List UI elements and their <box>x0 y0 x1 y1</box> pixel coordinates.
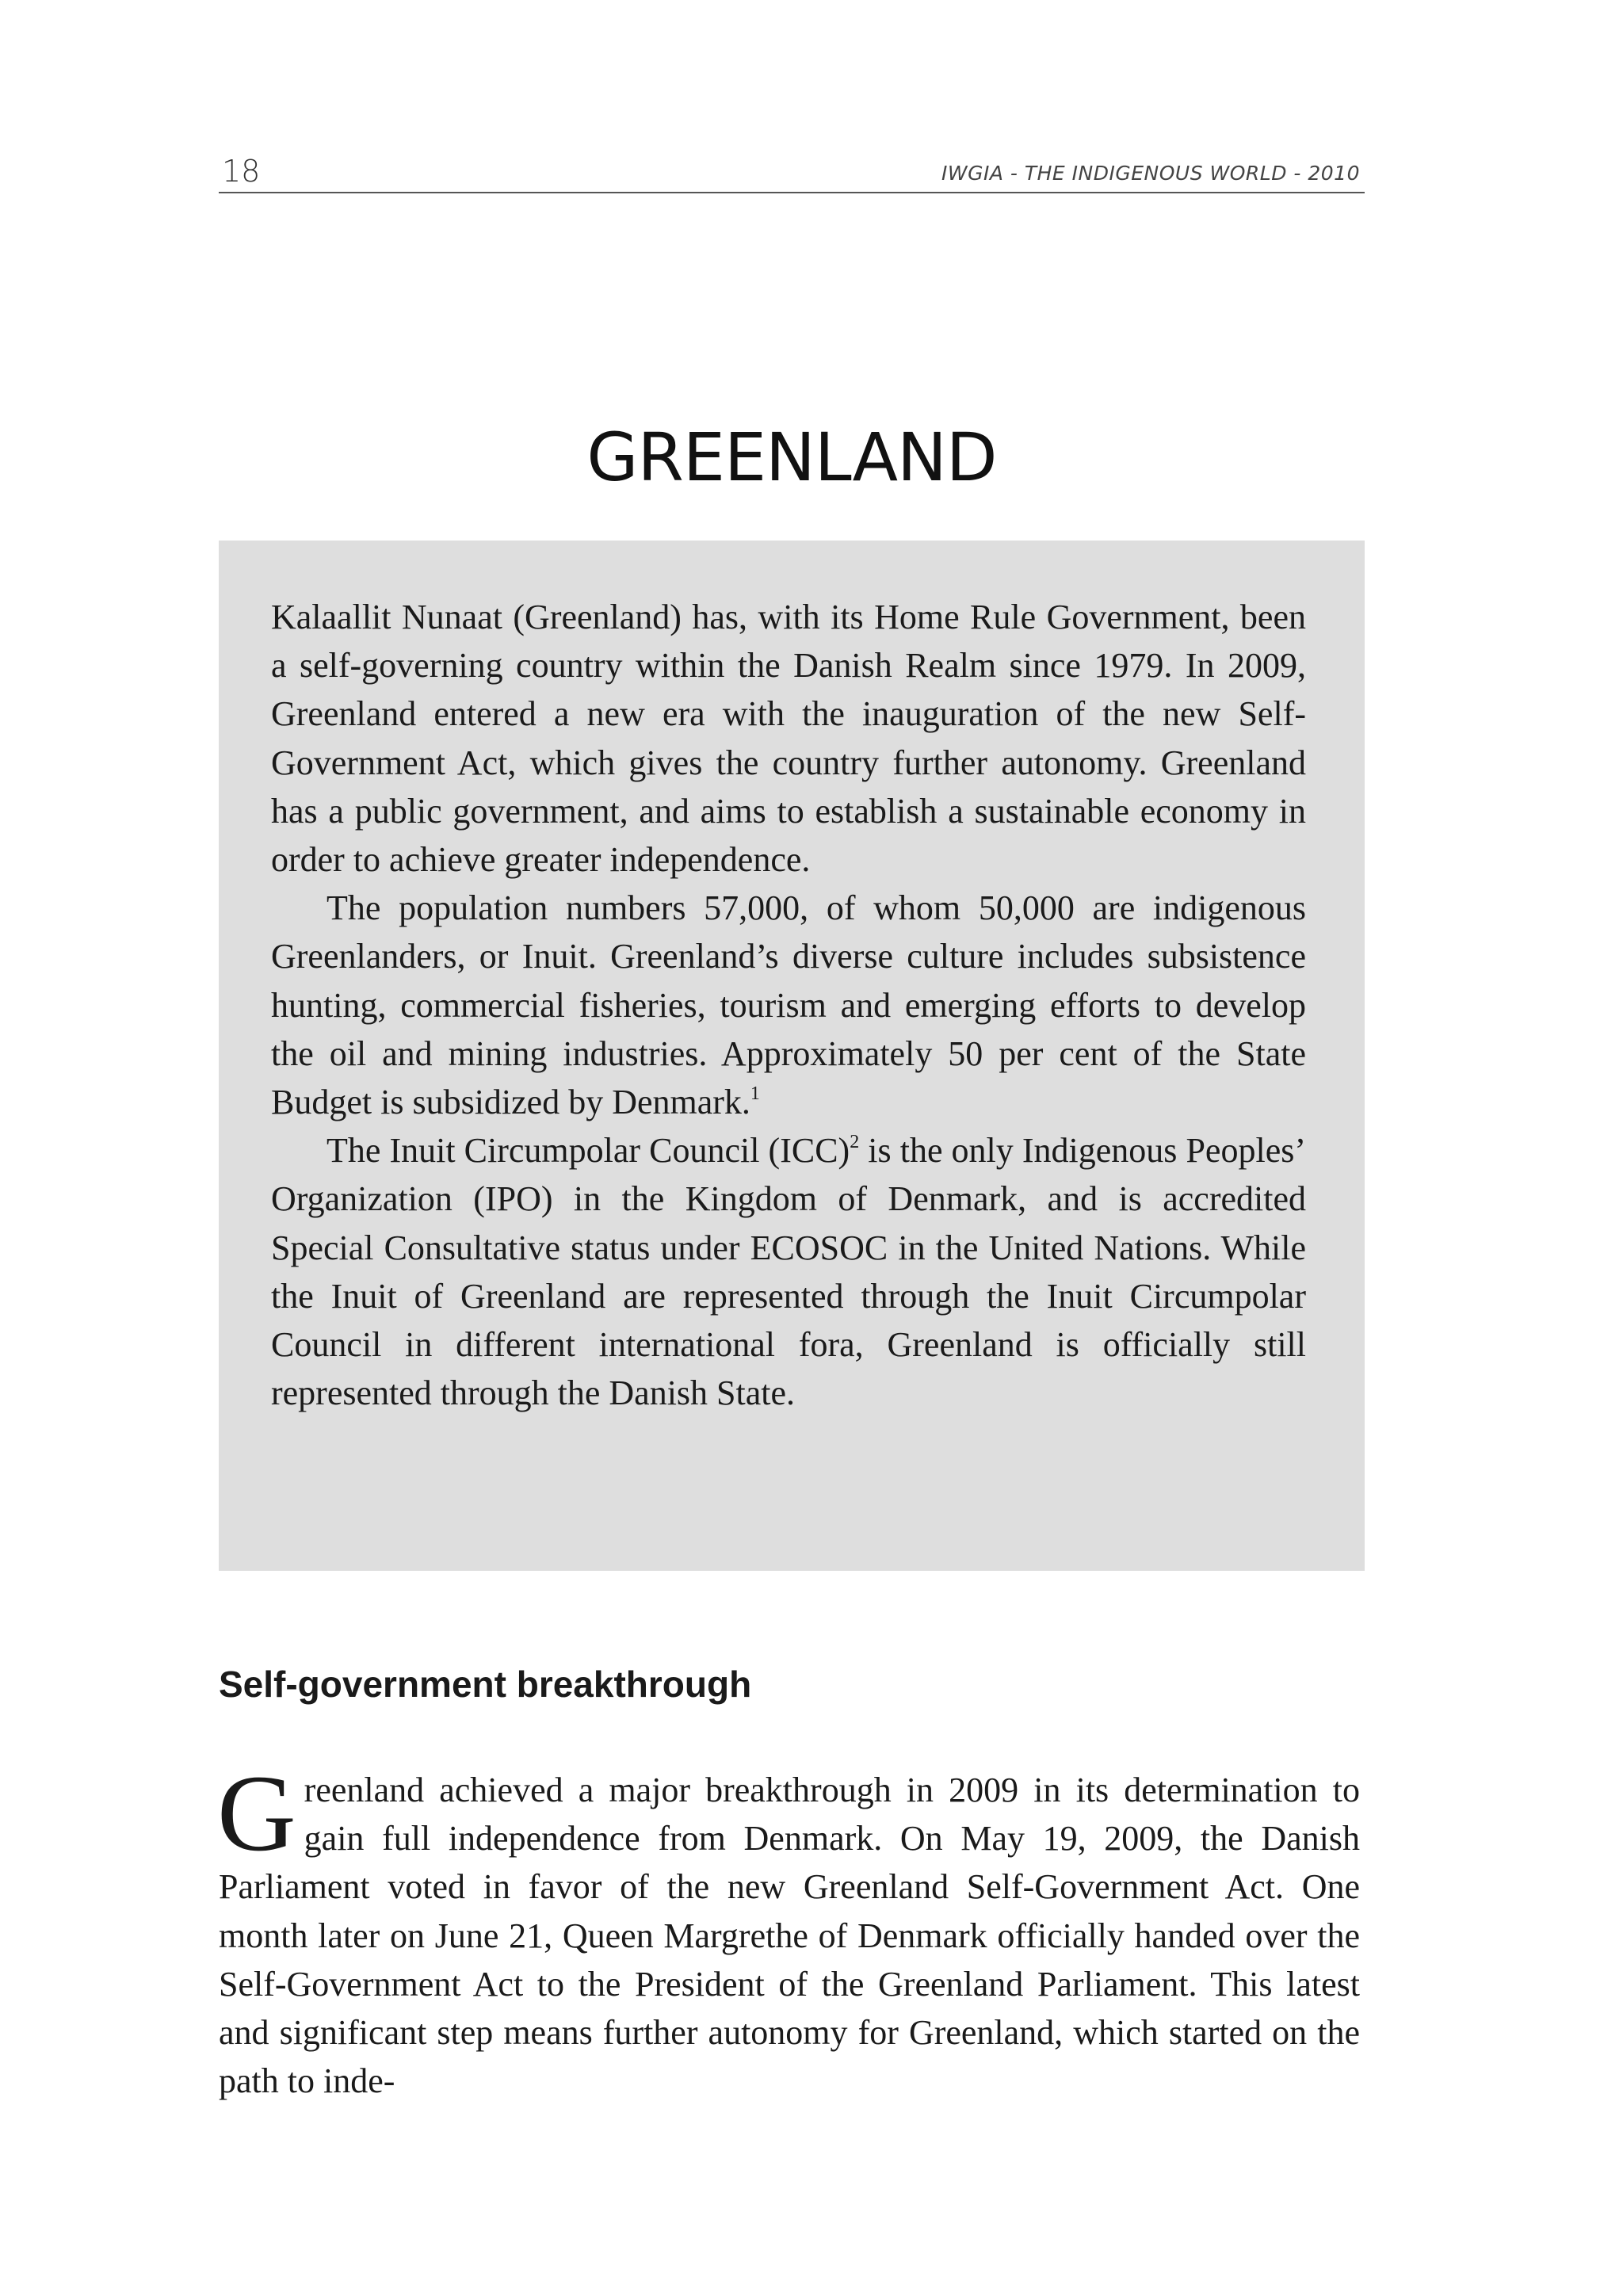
intro-paragraph-3-start: The Inuit Circumpolar Council (ICC) <box>327 1131 850 1171</box>
intro-paragraph-3 <box>271 1126 1306 1417</box>
running-header <box>219 151 1365 193</box>
intro-text <box>271 593 1306 1417</box>
chapter-title: GREENLAND <box>586 418 997 496</box>
section-heading: Self-government breakthrough <box>219 1664 752 1705</box>
body-text <box>217 1752 1360 2105</box>
intro-paragraph-2 <box>271 884 1306 1126</box>
page-number: 18 <box>222 154 261 189</box>
intro-paragraph-1: Kalaallit Nunaat (Greenland) has, with its Home Rule Government, been a self-governing country within the Danish Realm since 1979. In 2009, Greenland entered a new era with the inauguration of the new Self-Government Act, which gives the country further autonomy. Greenland has a public government, and aims to establish a sustainable economy in order to achieve greater independence. <box>271 598 1306 880</box>
intro-paragraph-2-text: The population numbers 57,000, of whom 50,000 are indigenous Greenlanders, or Inuit. Greenland’s diverse culture includes subsistence hunting, commercial fisheries, tourism and emerging efforts to develop the oil and mining industries. Approximately 50 per cent of the State Budget is subsidized by Denmark. <box>271 888 1306 1122</box>
body-paragraph-1-text: reenland achieved a major breakthrough in 2009 in its determination to gain full independence from Denmark. On May 19, 2009, the Danish Parliament voted in favor of the new Greenland Self-Government Act. One month later on June 21, Queen Margrethe of Denmark officially handed over the Self-Government Act to the President of the Greenland Parliament. This latest and significant step means further autonomy for Greenland, which started on the path to inde- <box>219 1771 1360 2101</box>
running-title: IWGIA - THE INDIGENOUS WORLD - 2010 <box>941 162 1360 185</box>
body-paragraph-1 <box>217 1752 1360 2105</box>
intro-paragraph-3-end: is the only Indigenous Peoples’ Organization (IPO) in the Kingdom of Denmark, and is accredited Special Consultative status under ECOSOC in the United Nations. While the Inuit of Greenland are represented through the Inuit Circumpolar Council in different international fora, Greenland is officially still represented through the Danish State. <box>271 1131 1306 1413</box>
footnote-ref-1[interactable]: 1 <box>750 1083 760 1105</box>
drop-cap: G <box>217 1752 296 1874</box>
footnote-ref-2[interactable]: 2 <box>850 1132 860 1153</box>
